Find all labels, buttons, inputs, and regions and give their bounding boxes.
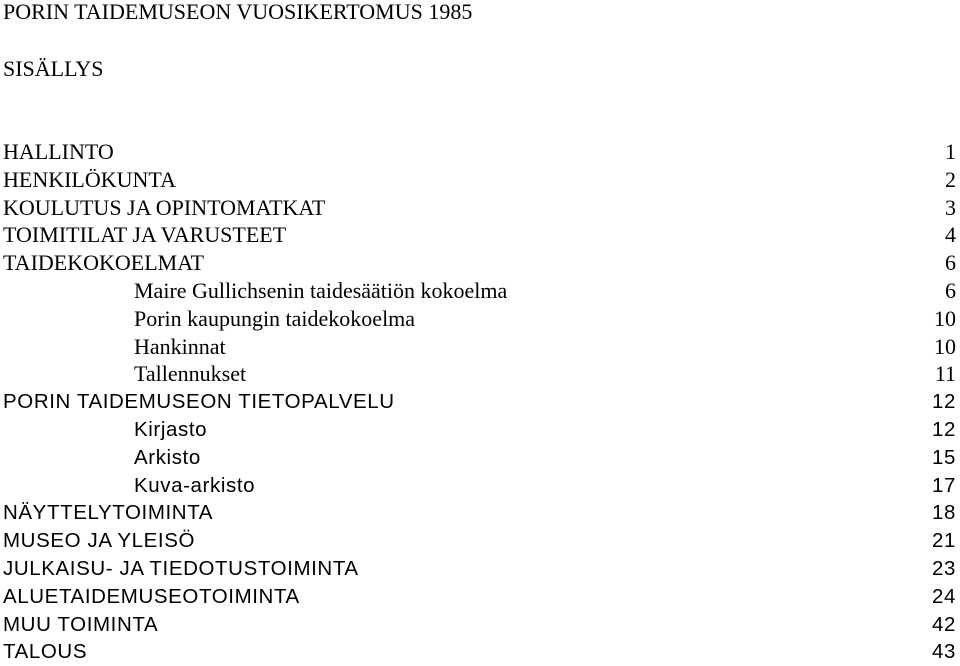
toc-entry-label: Kuva-arkisto (134, 473, 256, 497)
toc-entry-page: 23 (931, 556, 956, 580)
toc-entry-label: MUSEO JA YLEISÖ (3, 529, 196, 553)
toc-subentry (3, 472, 956, 500)
toc-entry-page: 43 (931, 640, 956, 664)
toc-entry-page: 10 (934, 305, 956, 331)
toc-entry-label: Tallennukset (134, 361, 247, 387)
toc-entry-label: NÄYTTELYTOIMINTA (3, 501, 214, 525)
toc-subentry (3, 333, 956, 361)
toc-entry (3, 221, 956, 249)
toc-subentry (3, 444, 956, 472)
toc-entry-label: Hankinnat (134, 333, 226, 359)
toc-entry (3, 388, 956, 416)
toc-subentry (3, 277, 956, 305)
toc-entry-page: 42 (931, 612, 956, 636)
toc-entry-label: HENKILÖKUNTA (3, 166, 176, 192)
toc-entry (3, 194, 956, 222)
toc-entry-page: 15 (931, 445, 956, 469)
toc-subentry (3, 360, 956, 388)
toc-entry-label: MUU TOIMINTA (3, 612, 159, 636)
toc-entry-page: 17 (931, 473, 956, 497)
toc-subentry (3, 416, 956, 444)
toc-entry-label: TOIMITILAT JA VARUSTEET (3, 222, 287, 248)
toc-entry-label: TAIDEKOKOELMAT (3, 250, 205, 276)
toc-entry-page: 12 (931, 390, 956, 414)
toc-entry-label: HALLINTO (3, 139, 114, 164)
toc-entry-label: JULKAISU- JA TIEDOTUSTOIMINTA (3, 556, 359, 580)
toc-entry-label: ALUETAIDEMUSEOTOIMINTA (3, 584, 300, 608)
toc-entry-page: 3 (945, 194, 956, 220)
toc-entry (3, 166, 956, 194)
toc-entry-page: 4 (945, 222, 956, 248)
toc-heading: SISÄLLYS (3, 56, 104, 81)
toc-entry-page: 18 (931, 501, 956, 525)
toc-entry (3, 638, 956, 666)
toc-entry-page: 11 (934, 361, 956, 387)
toc-entry-label: Porin kaupungin taidekokoelma (134, 305, 416, 331)
toc-entry-page: 24 (931, 584, 956, 608)
toc-entry (3, 499, 956, 527)
toc-entry-label: PORIN TAIDEMUSEON TIETOPALVELU (3, 390, 395, 414)
toc-entry-label: KOULUTUS JA OPINTOMATKAT (3, 194, 326, 220)
toc-entry-page: 1 (945, 139, 956, 164)
toc-entry (3, 527, 956, 555)
toc-entry-page: 6 (945, 277, 956, 303)
toc-entry-label: Arkisto (134, 445, 201, 469)
toc-entry-page: 2 (945, 166, 956, 192)
toc-entry-page: 10 (934, 333, 956, 359)
toc-entry-label: Kirjasto (134, 417, 208, 441)
toc-entry (3, 611, 956, 639)
toc-entry (3, 555, 956, 583)
toc-entry (3, 583, 956, 611)
toc-entry-label: Maire Gullichsenin taidesäätiön kokoelma (134, 277, 508, 303)
toc-entry (3, 249, 956, 277)
toc-entry-page: 12 (931, 417, 956, 441)
toc-entry-page: 6 (945, 250, 956, 276)
table-of-contents (3, 138, 956, 666)
toc-entry (3, 138, 956, 166)
toc-entry-page: 21 (931, 529, 956, 553)
toc-entry-label: TALOUS (3, 640, 88, 664)
toc-subentry (3, 305, 956, 333)
document-title: PORIN TAIDEMUSEON VUOSIKERTOMUS 1985 (3, 0, 473, 24)
